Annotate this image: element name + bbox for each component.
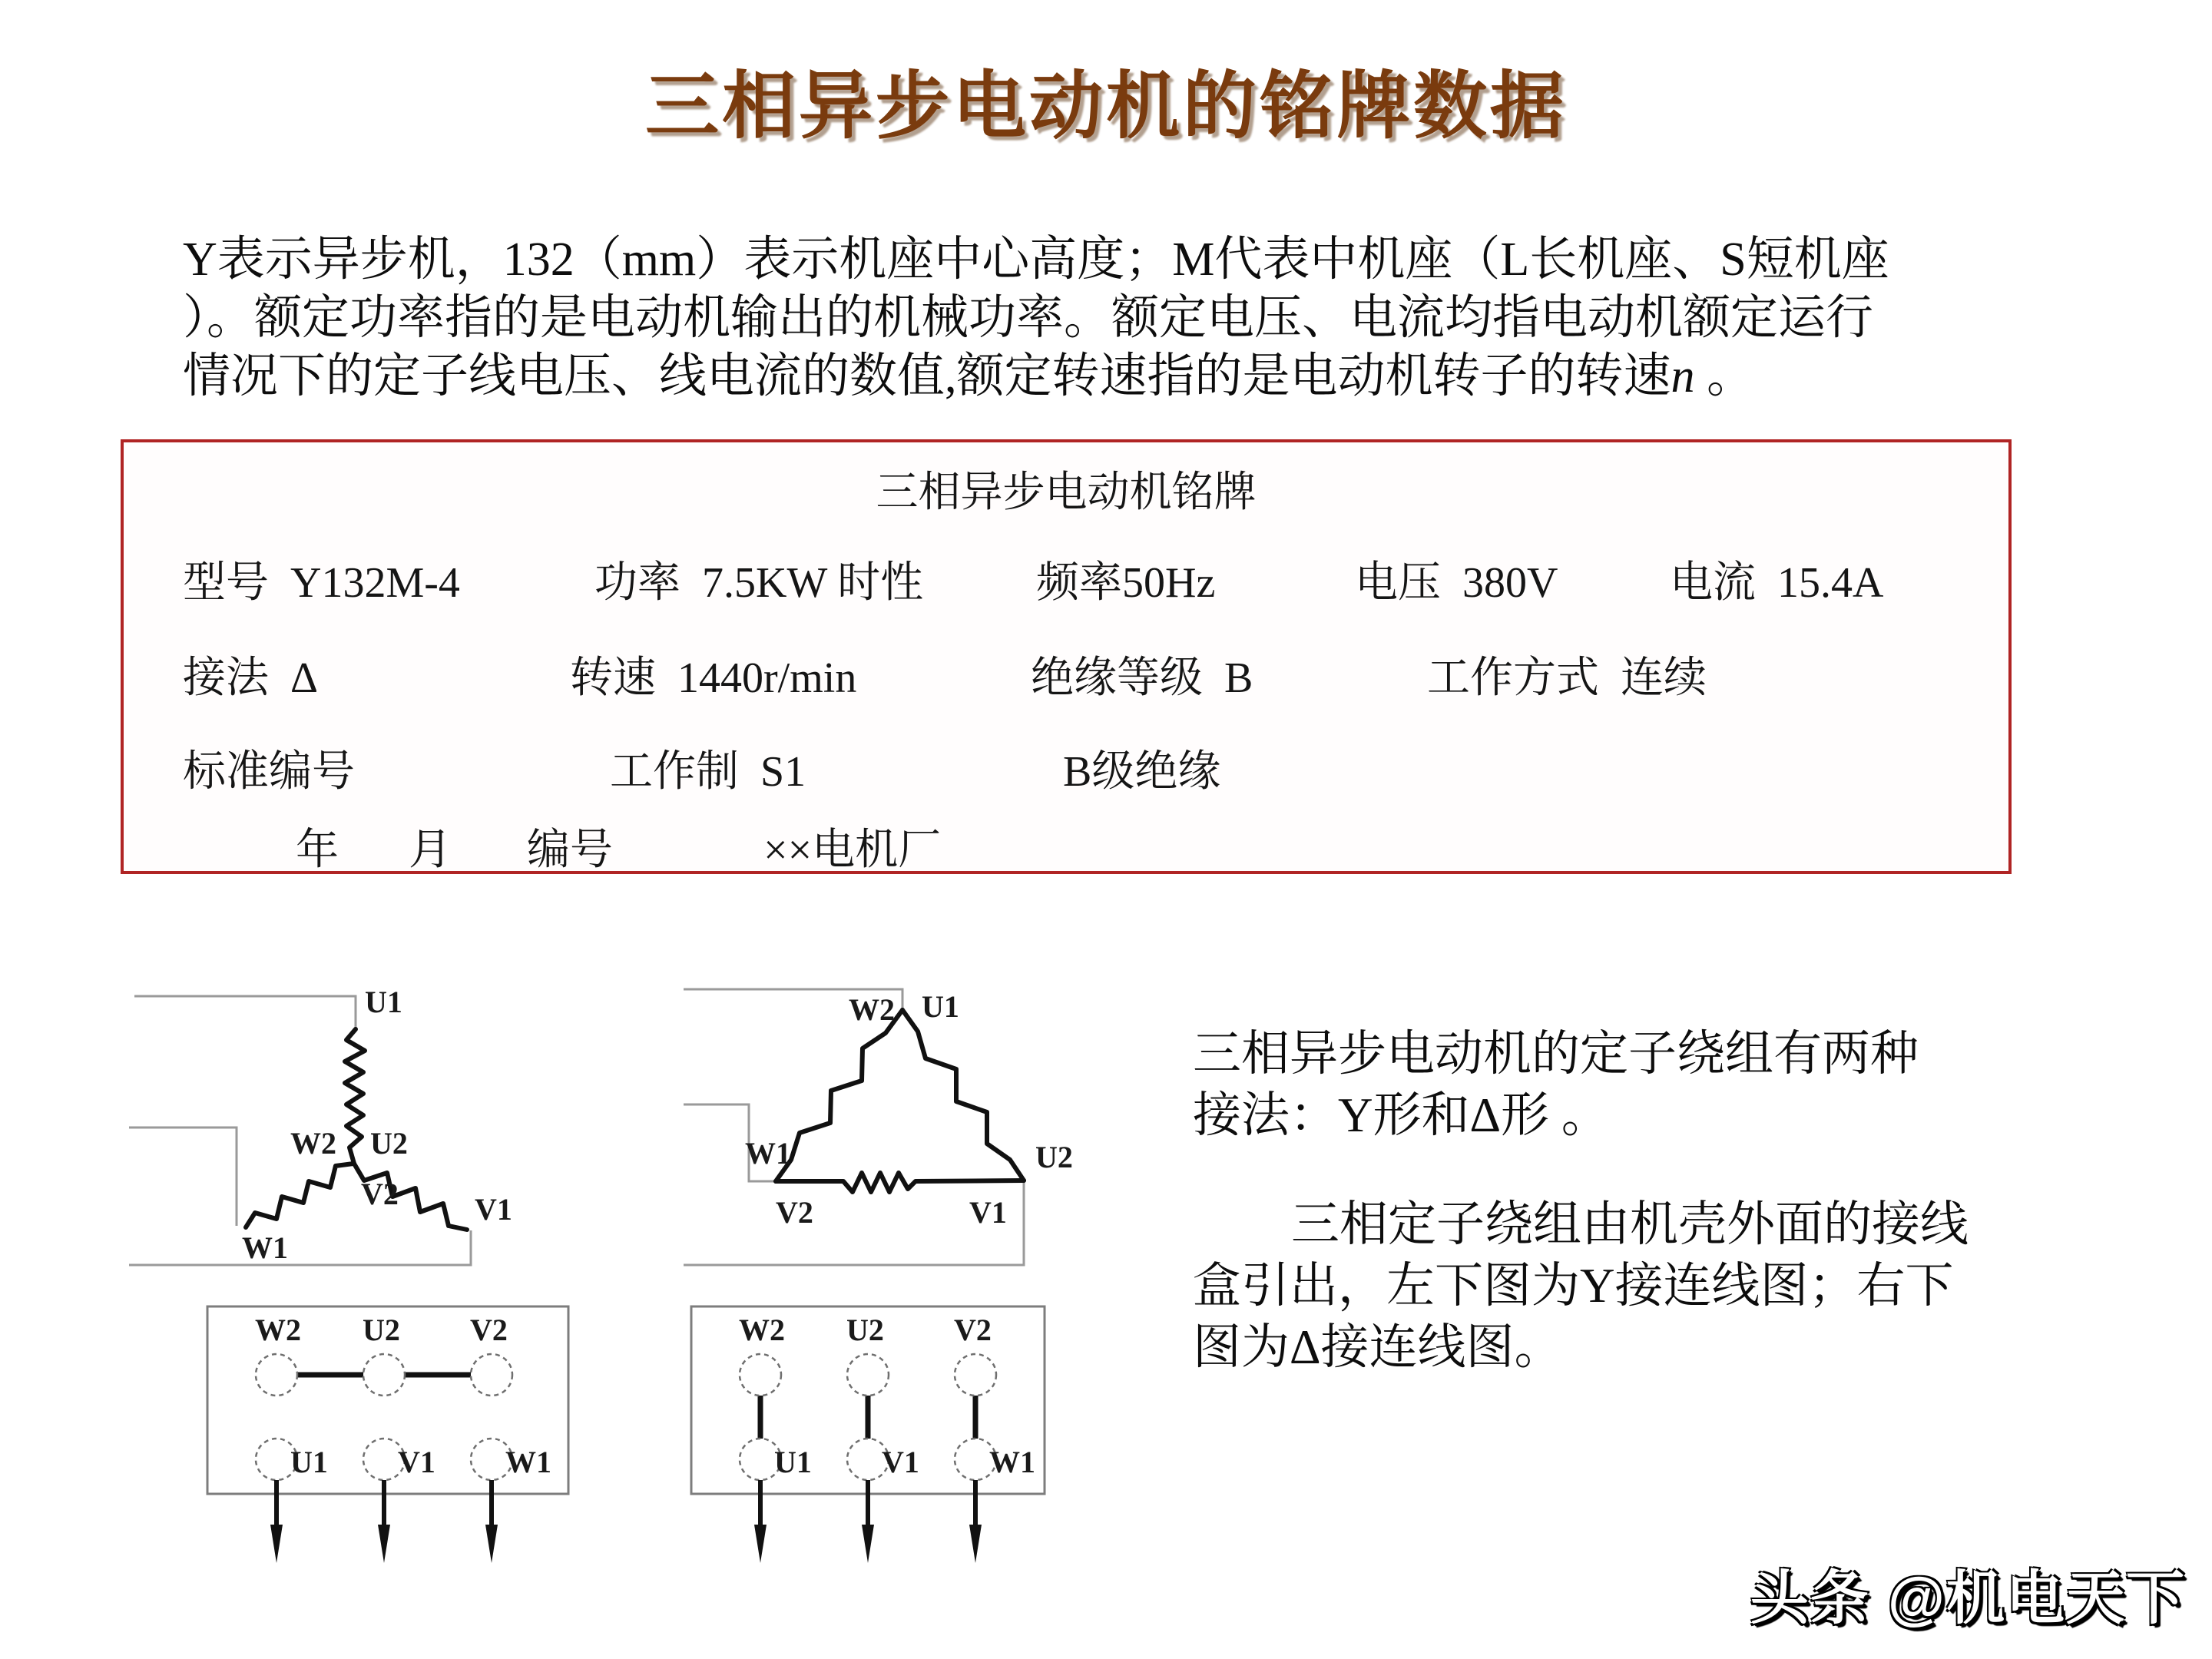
delta-label-u1: U1 bbox=[922, 989, 959, 1024]
delta-coil-left bbox=[776, 1010, 902, 1181]
tbd-label-u2: U2 bbox=[846, 1313, 884, 1347]
y-label-u2: U2 bbox=[370, 1126, 408, 1161]
y-label-v2: V2 bbox=[361, 1177, 399, 1211]
tbd-label-v1: V1 bbox=[882, 1445, 919, 1479]
np-connection: 接法 Δ bbox=[183, 654, 319, 702]
np-frequency: 频率50Hz bbox=[1036, 559, 1216, 607]
delta-label-w1: W1 bbox=[745, 1136, 791, 1171]
terminal-u2 bbox=[363, 1354, 405, 1396]
terminal-v2 bbox=[471, 1354, 512, 1396]
terminal-box-delta bbox=[684, 1302, 1098, 1578]
np-serial: 编号 bbox=[527, 826, 613, 874]
y-coil-u bbox=[345, 1029, 365, 1164]
side-text-gap bbox=[1193, 1146, 2030, 1194]
np-year: 年 bbox=[296, 826, 339, 874]
delta-label-w2: W2 bbox=[849, 992, 895, 1027]
side-line-1: 三相异步电动机的定子绕组有两种 bbox=[1193, 1027, 1919, 1081]
page-title: 三相异步电动机的铭牌数据 bbox=[645, 65, 1567, 147]
y-lead-middle bbox=[129, 1128, 237, 1226]
intro-line-3-text: 情况下的定子线电压、线电流的数值,额定转速指的是电动机转子的转速 bbox=[183, 350, 1671, 402]
np-insulation-grade: 绝缘等级 B bbox=[1031, 654, 1253, 702]
delta-label-v2: V2 bbox=[776, 1195, 813, 1230]
arrow-down-icon bbox=[969, 1525, 982, 1563]
np-speed: 转速 1440r/min bbox=[570, 654, 857, 702]
arrow-down-icon bbox=[862, 1525, 874, 1563]
intro-line-2: ）。额定功率指的是电动机输出的机械功率。额定电压、电流均指电动机额定运行 bbox=[183, 292, 1874, 344]
intro-line-1: Y表示异步机，132（mm）表示机座中心高度；M代表中机座（L长机座、S短机座 bbox=[183, 233, 1889, 286]
y-lead-bottom bbox=[129, 1230, 471, 1265]
tby-label-v2: V2 bbox=[470, 1313, 508, 1347]
tbd-label-w2: W2 bbox=[739, 1313, 785, 1347]
y-connection-diagram bbox=[100, 983, 637, 1275]
tbd-label-v2: V2 bbox=[954, 1313, 992, 1347]
np-standard-no: 标准编号 bbox=[183, 748, 355, 796]
delta-connection-diagram bbox=[668, 983, 1129, 1275]
y-label-v1: V1 bbox=[475, 1192, 512, 1227]
terminal-w2 bbox=[740, 1354, 781, 1396]
intro-paragraph bbox=[183, 230, 1972, 406]
tby-label-w2: W2 bbox=[255, 1313, 301, 1347]
delta-label-v1: V1 bbox=[969, 1195, 1007, 1230]
side-line-3: 三相定子绕组由机壳外面的接线 bbox=[1291, 1197, 1969, 1251]
np-current: 电流 15.4A bbox=[1670, 559, 1884, 607]
terminal-w2 bbox=[256, 1354, 297, 1396]
arrow-down-icon bbox=[485, 1525, 498, 1563]
np-factory: ××电机厂 bbox=[763, 826, 942, 874]
intro-line-3-end: 。 bbox=[1694, 350, 1755, 402]
np-insulation-class: B级绝缘 bbox=[1063, 748, 1221, 796]
np-voltage: 电压 380V bbox=[1355, 559, 1558, 607]
arrow-down-icon bbox=[270, 1525, 283, 1563]
arrow-down-icon bbox=[754, 1525, 767, 1563]
terminal-v2 bbox=[955, 1354, 996, 1396]
speed-symbol-n: n bbox=[1671, 350, 1695, 402]
nameplate-title: 三相异步电动机铭牌 bbox=[876, 469, 1257, 515]
tbd-label-w1: W1 bbox=[989, 1445, 1035, 1479]
terminal-u2 bbox=[847, 1354, 889, 1396]
np-duty-cycle: 工作制 S1 bbox=[610, 748, 806, 796]
y-label-w1: W1 bbox=[242, 1230, 288, 1265]
y-label-w2: W2 bbox=[290, 1126, 336, 1161]
y-lead-top bbox=[134, 996, 356, 1029]
tby-label-u1: U1 bbox=[290, 1445, 328, 1479]
tbd-label-u1: U1 bbox=[774, 1445, 812, 1479]
delta-coil-right bbox=[902, 1010, 1024, 1181]
terminal-box-y bbox=[200, 1302, 614, 1578]
delta-coil-bottom bbox=[776, 1173, 1024, 1192]
side-line-5: 图为Δ接连线图。 bbox=[1193, 1320, 1563, 1374]
arrow-down-icon bbox=[378, 1525, 390, 1563]
y-coil-w bbox=[246, 1164, 353, 1227]
watermark: 头条 @机电天下 bbox=[1750, 1566, 2186, 1631]
tby-label-v1: V1 bbox=[398, 1445, 435, 1479]
delta-label-u2: U2 bbox=[1035, 1140, 1073, 1174]
np-month: 月 bbox=[409, 826, 452, 874]
np-model: 型号 Y132M-4 bbox=[183, 559, 460, 607]
tby-label-w1: W1 bbox=[505, 1445, 551, 1479]
tby-label-u2: U2 bbox=[363, 1313, 400, 1347]
side-line-4: 盒引出，左下图为Y接连线图；右下 bbox=[1193, 1259, 1954, 1313]
intro-line-3 bbox=[183, 347, 1972, 406]
y-label-u1: U1 bbox=[365, 985, 402, 1019]
np-power: 功率 7.5KW 时性 bbox=[594, 559, 924, 607]
np-work-mode: 工作方式 连续 bbox=[1427, 654, 1707, 702]
nameplate-box bbox=[121, 439, 2012, 874]
side-line-2: 接法：Y形和Δ形 。 bbox=[1193, 1088, 1610, 1142]
side-text-block bbox=[1193, 1023, 2030, 1378]
